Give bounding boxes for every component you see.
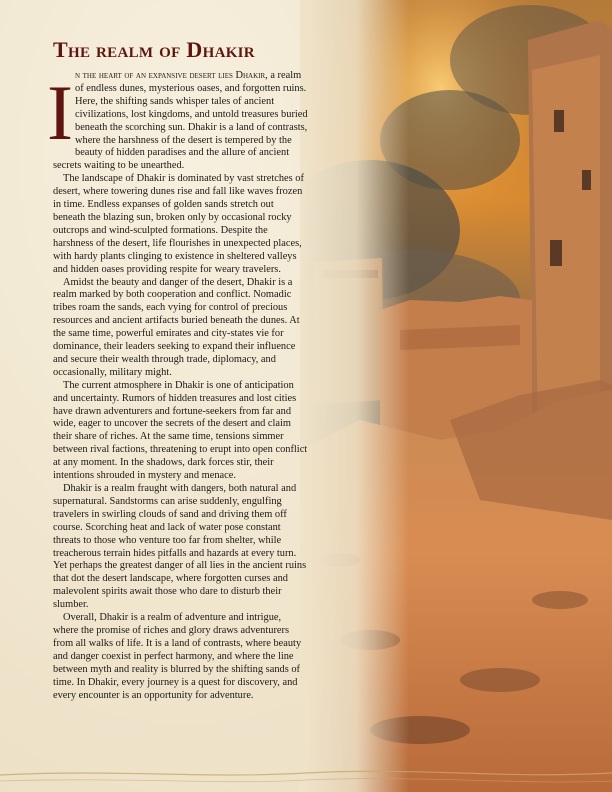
paragraph-4: The current atmosphere in Dhakir is one of anticipation and uncertainty. Rumors of hidden treasures and lost cities have drawn adventurers and fortune-seekers from far and wide, eager to uncover the secrets of the desert and claim their share of riches. At the same time, tensions simmer between rival factions, threatening to erupt into open conflict at any moment. In the shadows, dark forces stir, their intentions shrouded in mystery and menace. (53, 379, 308, 482)
paragraph-2: The landscape of Dhakir is dominated by vast stretches of desert, where towering dunes rise and fall like waves frozen in time. Endless expanses of golden sands stretch out beneath the blazing sun, broken only by occasional rocky outcrops and wind-sculpted formations. Despite the harshness of the desert, life flourishes in unexpected places, with hardy plants clinging to existence in sheltered valleys and hidden oases providing respite for weary travelers. (53, 173, 304, 275)
lead-in: n the heart of an expansive desert lies Dhakir, (75, 70, 268, 81)
paragraph-5: Dhakir is a realm fraught with dangers, both natural and supernatural. Sandstorms can arise suddenly, engulfing travelers in swirling clouds of sand and driving them off course. Scorching heat and lack of water pose constant threats to those who venture too far from shelter, while treacherous terrain hides pitfalls and hazards at every turn. Yet perhaps the greatest danger of all lies in the ancient ruins that dot the desert landscape, where forgotten curses and malevolent spirits await those who dare to disturb their slumber. (53, 483, 307, 611)
paragraph-6: Overall, Dhakir is a realm of adventure and intrigue, where the promise of riches and glory draws adventurers from all walks of life. It is a land of contrasts, where beauty and danger coexist in perfect harmony, and where the line between myth and reality is blurred by the shifting sands of time. In Dhakir, every journey is a quest for discovery, and every encounter is an opportunity for adventure. (53, 612, 302, 701)
page-title: The realm of Dhakir (53, 37, 255, 62)
paragraph-3: Amidst the beauty and danger of the desert, Dhakir is a realm marked by both cooperation and conflict. Nomadic tribes roam the sands, each vying for control of precious resources and ancient artifacts buried beneath the dunes. At the same time, powerful emirates and city-states vie for dominance, their leaders seeking to expand their influence and secure their wealth through trade, diplomacy, and occasionally, military might. (53, 276, 300, 378)
footer-ornament (0, 755, 612, 792)
paragraph-1-text: a realm of endless dunes, mysterious oases, and forgotten ruins. Here, the shifting sands whisper tales of ancient civilizations, lost kingdoms, and untold treasures buried beneath the scorching sun. Dhakir is a land of contrasts, where the harshness of the desert is tempered by the beauty of hidden paradises and the allure of ancient secrets waiting to be unearthed. (53, 70, 308, 172)
body-text (47, 69, 308, 702)
dropcap (47, 69, 73, 158)
desert-ruins-illustration (300, 0, 612, 792)
desert-ruins-image (300, 0, 612, 792)
dropcap-letter: I (47, 69, 73, 156)
text-column (47, 37, 308, 702)
paragraph-1 (47, 69, 308, 173)
